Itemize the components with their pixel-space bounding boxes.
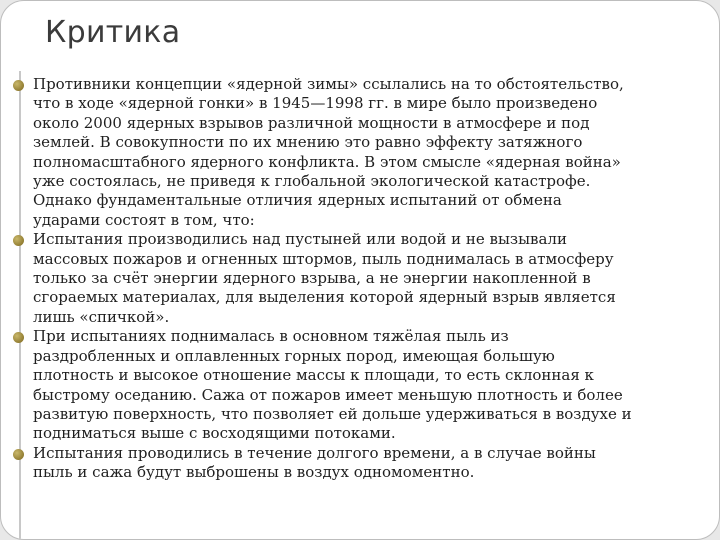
bullet-line: пыль и сажа будут выброшены в воздух одномоментно.: [33, 463, 475, 482]
bullet-line: сгораемых материалах, для выделения которой ядерный взрыв является: [33, 288, 616, 307]
bullet-icon: [13, 449, 24, 460]
bullet-icon: [13, 332, 24, 343]
bullet-item-4: [13, 444, 709, 483]
bullet-line: раздробленных и оплавленных горных пород, имеющая большую: [33, 346, 555, 365]
slide-title: Критика: [45, 15, 181, 50]
bullet-item-1: [13, 75, 709, 230]
bullet-item-2: [13, 230, 709, 327]
bullet-icon: [13, 80, 24, 91]
bullet-line: полномасштабного ядерного конфликта. В этом смысле «ядерная война»: [33, 152, 621, 171]
slide-content: [13, 75, 709, 483]
bullet-line: лишь «спичкой».: [33, 307, 170, 326]
bullet-line: уже состоялась, не приведя к глобальной экологической катастрофе.: [33, 172, 591, 191]
bullet-line: развитую поверхность, что позволяет ей дольше удерживаться в воздухе и: [33, 404, 632, 423]
bullet-line: ударами состоят в том, что:: [33, 210, 255, 229]
bullet-line: землей. В совокупности по их мнению это равно эффекту затяжного: [33, 133, 583, 152]
bullet-line: При испытаниях поднималась в основном тяжёлая пыль из: [33, 327, 509, 346]
bullet-line: Испытания проводились в течение долгого времени, а в случае войны: [33, 443, 596, 462]
bullet-line: массовых пожаров и огненных штормов, пыль поднималась в атмосферу: [33, 249, 614, 268]
bullet-line: плотность и высокое отношение массы к площади, то есть склонная к: [33, 366, 594, 385]
bullet-line: быстрому оседанию. Сажа от пожаров имеет меньшую плотность и более: [33, 385, 623, 404]
bullet-line: Противники концепции «ядерной зимы» ссылались на то обстоятельство,: [33, 75, 624, 93]
bullet-icon: [13, 235, 24, 246]
bullet-line: Однако фундаментальные отличия ядерных испытаний от обмена: [33, 191, 562, 210]
bullet-line: подниматься выше с восходящими потоками.: [33, 424, 396, 443]
bullet-line: только за счёт энергии ядерного взрыва, а не энергии накопленной в: [33, 269, 591, 288]
bullet-line: около 2000 ядерных взрывов различной мощности в атмосфере и под: [33, 113, 590, 132]
bullet-line: что в ходе «ядерной гонки» в 1945—1998 гг. в мире было произведено: [33, 94, 598, 113]
bullet-line: Испытания производились над пустыней или водой и не вызывали: [33, 230, 567, 249]
bullet-item-3: [13, 327, 709, 443]
